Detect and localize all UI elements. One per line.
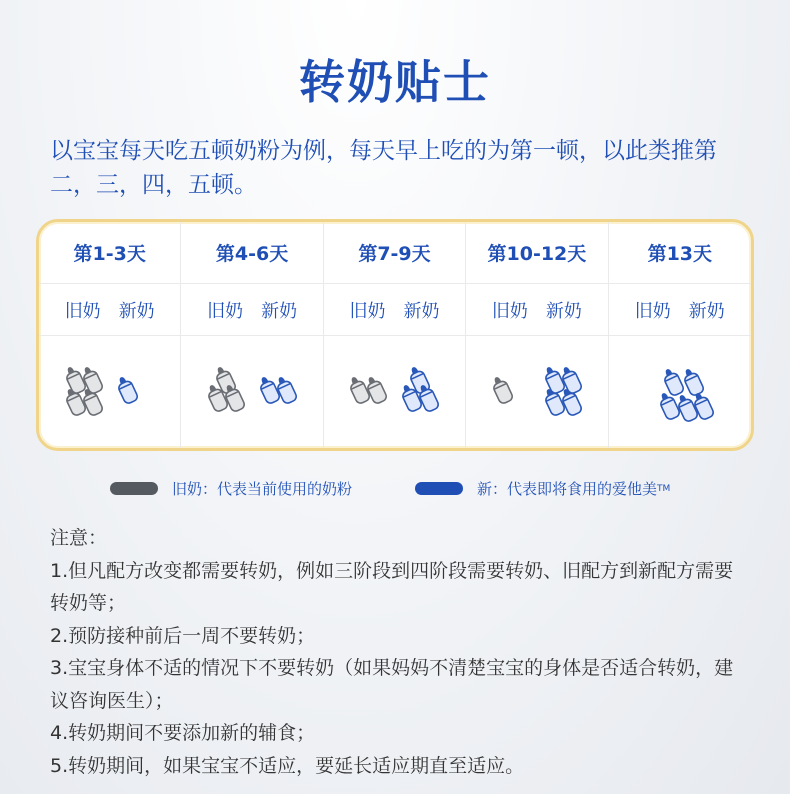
- bottle-cell: [609, 336, 751, 448]
- bottle-cell: [324, 336, 466, 448]
- old-milk-label: 旧奶: [634, 300, 671, 322]
- bottle-cell: [39, 336, 181, 448]
- page-title: 转奶贴士: [299, 55, 491, 109]
- note-item: 5.转奶期间，如果宝宝不适应，要延长适应期直至适应。: [50, 754, 525, 777]
- new-milk-label: 新奶: [688, 300, 725, 322]
- transition-table: [36, 219, 754, 451]
- bottle-group: [197, 357, 307, 427]
- old-milk-label: 旧奶: [207, 300, 244, 322]
- new-milk-label: 新奶: [261, 300, 298, 322]
- milk-labels: [466, 284, 608, 336]
- legend-old: [110, 478, 352, 499]
- bottle-group: [55, 357, 165, 427]
- intro-text: 以宝宝每天吃五顿奶粉为例，每天早上吃的为第一顿，以此类推第二，三，四，五顿。: [50, 138, 717, 198]
- notes-heading: 注意：: [50, 527, 108, 549]
- old-bottle-icon: [486, 372, 517, 408]
- notes-section: [50, 522, 750, 782]
- note-item: 1.但凡配方改变都需要转奶，例如三阶段到四阶段需要转奶、旧配方到新配方需要转奶等；: [50, 559, 734, 614]
- bottle-group: [625, 357, 735, 427]
- old-milk-label: 旧奶: [491, 300, 528, 322]
- legend-new: [415, 478, 670, 499]
- milk-labels: [609, 284, 751, 336]
- legend: [0, 478, 790, 498]
- milk-labels: [39, 284, 181, 336]
- milk-labels: [181, 284, 323, 336]
- period-header: 第13天: [609, 222, 751, 284]
- bottle-cell: [466, 336, 608, 448]
- legend-new-text: 新：代表即将食用的爱他美: [477, 480, 658, 498]
- note-item: 4.转奶期间不要添加新的辅食；: [50, 722, 316, 744]
- period-header: 第7-9天: [324, 222, 466, 284]
- old-milk-label: 旧奶: [349, 300, 386, 322]
- legend-old-text: 旧奶：代表当前使用的奶粉: [172, 480, 353, 498]
- new-milk-label: 新奶: [118, 300, 155, 322]
- bottle-cell: [181, 336, 323, 448]
- period-header: 第4-6天: [181, 222, 323, 284]
- old-milk-label: 旧奶: [64, 300, 101, 322]
- legend-new-swatch: [415, 482, 463, 495]
- note-item: 3.宝宝身体不适的情况下不要转奶（如果妈妈不清楚宝宝的身体是否适合转奶，建议咨询医生）；: [50, 657, 734, 712]
- bottle-group: [482, 357, 592, 427]
- bottle-group: [339, 357, 449, 427]
- period-header: 第1-3天: [39, 222, 181, 284]
- table-grid: [39, 222, 751, 448]
- new-milk-label: 新奶: [403, 300, 440, 322]
- legend-old-swatch: [110, 482, 158, 495]
- milk-labels: [324, 284, 466, 336]
- period-header: 第10-12天: [466, 222, 608, 284]
- new-milk-label: 新奶: [545, 300, 582, 322]
- trademark-mark: TM: [657, 483, 671, 494]
- note-item: 2.预防接种前后一周不要转奶；: [50, 624, 316, 647]
- new-bottle-icon: [111, 372, 142, 408]
